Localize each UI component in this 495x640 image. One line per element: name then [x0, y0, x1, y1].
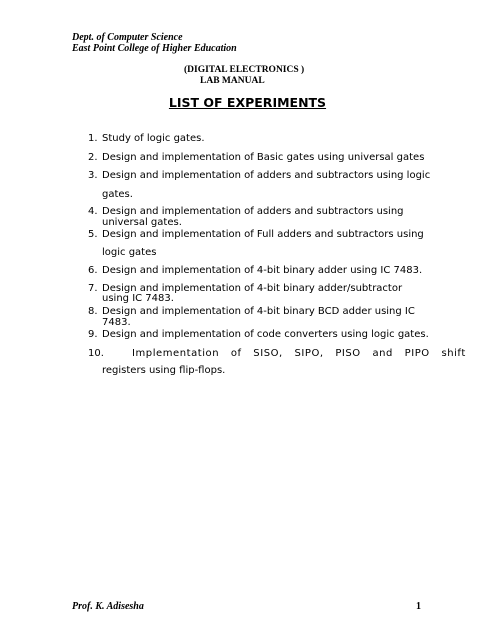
item-text: Study of logic gates. [102, 133, 205, 144]
lab-manual-label: LAB MANUAL [200, 76, 265, 86]
item-text-continued: universal gates. [102, 217, 182, 228]
item-number: 2. [88, 152, 98, 163]
course-name: (DIGITAL ELECTRONICS ) [184, 65, 305, 75]
item-text-continued: logic gates [102, 247, 157, 258]
page-number: 1 [416, 601, 421, 612]
item-text: Design and implementation of 4-bit binary adder/subtractor [102, 283, 403, 294]
list-item [88, 265, 422, 277]
item-number: 9. [88, 329, 98, 340]
item-text-continued: registers using flip-flops. [102, 365, 226, 376]
list-item [88, 170, 430, 182]
item-text-continued: using IC 7483. [102, 293, 174, 304]
item-text-continued: 7483. [102, 317, 131, 328]
item-text: Design and implementation of adders and subtractors using [102, 206, 404, 217]
list-item [88, 229, 422, 241]
item-number: 1. [88, 133, 98, 144]
item-number: 5. [88, 229, 98, 240]
list-item [88, 152, 424, 164]
item-text: Design and implementation of code converters using logic gates. [102, 329, 429, 340]
item-text: Implementation of SISO, SIPO, PISO and PIPO shift [132, 348, 466, 359]
page-title: LIST OF EXPERIMENTS [168, 95, 327, 110]
item-number: 3. [88, 170, 98, 181]
item-number: 8. [88, 306, 98, 317]
header-college: East Point College of Higher Education [72, 43, 237, 54]
list-item [88, 348, 466, 360]
item-text: Design and implementation of 4-bit binary BCD adder using IC [102, 306, 415, 317]
item-number: 4. [88, 206, 98, 217]
item-number: 7. [88, 283, 98, 294]
header-dept: Dept. of Computer Science [72, 32, 183, 43]
item-text: Design and implementation of Basic gates using universal gates [102, 152, 425, 163]
item-text: Design and implementation of 4-bit binary adder using IC 7483. [102, 265, 423, 276]
list-item [88, 329, 429, 341]
item-number: 6. [88, 265, 98, 276]
item-number: 10. [88, 348, 104, 359]
list-item [88, 306, 415, 318]
footer-author: Prof. K. Adisesha [72, 601, 144, 612]
item-text: Design and implementation of adders and subtractors using logic [102, 170, 431, 181]
item-text-line: Design and implementation of Full adders and subtractors using [102, 229, 424, 240]
item-text-continued: gates. [102, 189, 133, 200]
item-text [102, 229, 422, 241]
list-item [88, 133, 205, 145]
